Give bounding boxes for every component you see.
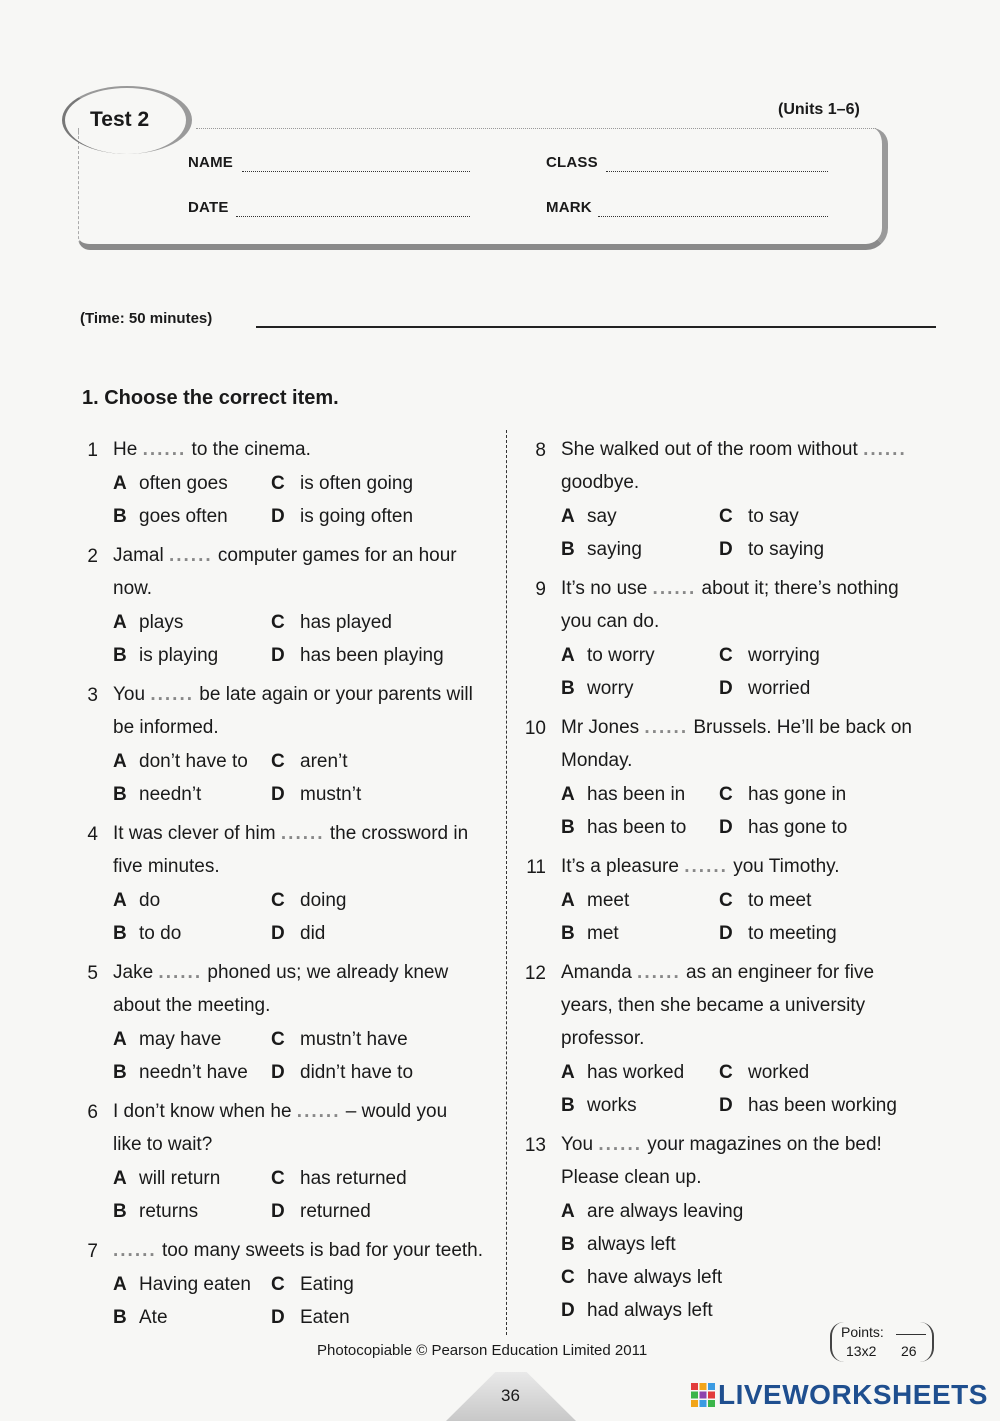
question-stem-continued: goodbye. <box>561 472 640 493</box>
option-d[interactable]: worried <box>748 678 811 699</box>
stem-text: – would you <box>340 1101 448 1122</box>
question-stem-continued: years, then she became a university <box>561 995 866 1016</box>
time-rule <box>256 326 936 328</box>
option-b[interactable]: is playing <box>139 645 219 666</box>
question-stem <box>113 433 311 466</box>
answer-gap[interactable]: ...... <box>598 1134 643 1155</box>
stem-text: He <box>113 439 143 460</box>
stem-text: Mr Jones <box>561 717 645 738</box>
stem-text: as an engineer for five <box>680 962 875 983</box>
option-letter-b[interactable]: B <box>113 784 127 805</box>
option-d[interactable]: had always left <box>587 1300 713 1321</box>
option-d[interactable]: mustn’t <box>300 784 362 805</box>
option-letter-d[interactable]: D <box>271 923 285 944</box>
question-number: 5 <box>87 963 98 984</box>
answer-gap[interactable]: ...... <box>637 962 681 983</box>
student-info-box <box>78 128 888 250</box>
option-letter-c[interactable]: C <box>271 612 285 633</box>
option-c[interactable]: mustn’t have <box>300 1029 408 1050</box>
option-d[interactable]: has gone to <box>748 817 848 838</box>
option-letter-b[interactable]: B <box>113 506 127 527</box>
points-formula: 13x2 <box>846 1343 877 1359</box>
option-a[interactable]: do <box>139 890 161 911</box>
option-c[interactable]: is often going <box>300 473 414 494</box>
question-number: 8 <box>535 440 546 461</box>
option-b[interactable]: worry <box>587 678 634 699</box>
stem-text: to the cinema. <box>186 439 311 460</box>
time-label: (Time: 50 minutes) <box>80 310 213 327</box>
question-stem <box>561 711 912 744</box>
class-label: CLASS <box>546 154 598 171</box>
option-b[interactable]: has been to <box>587 817 687 838</box>
question-stem <box>561 433 907 466</box>
question-stem <box>561 572 899 605</box>
option-letter-a[interactable]: A <box>113 1029 127 1050</box>
class-field[interactable] <box>606 157 828 172</box>
question-stem <box>113 1234 483 1267</box>
option-letter-d[interactable]: D <box>271 1201 285 1222</box>
option-letter-a[interactable]: A <box>113 751 127 772</box>
question-stem <box>113 539 457 572</box>
option-letter-c[interactable]: C <box>719 784 733 805</box>
option-a[interactable]: to worry <box>587 645 655 666</box>
option-c[interactable]: to say <box>748 506 799 527</box>
option-a[interactable]: has worked <box>587 1062 685 1083</box>
option-letter-a[interactable]: A <box>113 890 127 911</box>
question-number: 12 <box>524 963 546 984</box>
option-c[interactable]: has gone in <box>748 784 847 805</box>
answer-gap[interactable]: ...... <box>168 545 213 566</box>
question-stem <box>561 956 874 989</box>
stem-text: It’s a pleasure <box>561 856 685 877</box>
answer-gap[interactable]: ...... <box>652 578 697 599</box>
option-letter-b[interactable]: B <box>113 923 127 944</box>
option-d[interactable]: Eaten <box>300 1307 350 1328</box>
answer-gap[interactable]: ...... <box>113 1240 157 1261</box>
question-stem-continued: now. <box>113 578 153 599</box>
stem-text: She walked out of the room without <box>561 439 864 460</box>
stem-text: You <box>113 684 151 705</box>
answer-gap[interactable]: ...... <box>296 1101 341 1122</box>
answer-gap[interactable]: ...... <box>158 962 203 983</box>
option-letter-d[interactable]: D <box>719 1095 733 1116</box>
stem-text: too many sweets is bad for your teeth. <box>156 1240 484 1261</box>
option-b[interactable]: always left <box>587 1234 676 1255</box>
option-letter-c[interactable]: C <box>561 1267 575 1288</box>
option-letter-a[interactable]: A <box>561 784 575 805</box>
units-label: (Units 1–6) <box>778 101 860 118</box>
option-letter-c[interactable]: C <box>719 645 733 666</box>
question-number: 3 <box>87 685 98 706</box>
option-c[interactable]: doing <box>300 890 347 911</box>
option-b[interactable]: to do <box>139 923 182 944</box>
mark-field[interactable] <box>598 202 828 217</box>
liveworksheets-brand: LIVEWORKSHEETS <box>718 1379 988 1410</box>
option-a[interactable]: plays <box>139 612 184 633</box>
question-stem-continued: Monday. <box>561 750 633 771</box>
option-letter-d[interactable]: D <box>271 645 285 666</box>
option-d[interactable]: to saying <box>748 539 825 560</box>
question-stem-continued: you can do. <box>561 611 660 632</box>
option-letter-d[interactable]: D <box>271 1307 285 1328</box>
stem-text: It’s no use <box>561 578 653 599</box>
option-b[interactable]: met <box>587 923 619 944</box>
stem-text: I don’t know when he <box>113 1101 297 1122</box>
option-letter-b[interactable]: B <box>113 1201 127 1222</box>
option-b[interactable]: needn’t <box>139 784 202 805</box>
option-letter-d[interactable]: D <box>271 1062 285 1083</box>
option-letter-a[interactable]: A <box>113 1274 127 1295</box>
stem-text: It was clever of him <box>113 823 281 844</box>
option-a[interactable]: say <box>587 506 617 527</box>
option-c[interactable]: worked <box>748 1062 810 1083</box>
option-letter-d[interactable]: D <box>561 1300 575 1321</box>
option-letter-d[interactable]: D <box>719 539 733 560</box>
header-divider <box>196 128 876 129</box>
column-divider <box>506 430 507 1335</box>
option-letter-a[interactable]: A <box>113 473 127 494</box>
option-d[interactable]: has been working <box>748 1095 897 1116</box>
option-d[interactable]: didn’t have to <box>300 1062 414 1083</box>
option-letter-b[interactable]: B <box>561 817 575 838</box>
question-stem <box>113 678 473 711</box>
question-stem <box>561 1128 882 1161</box>
option-letter-a[interactable]: A <box>561 890 575 911</box>
option-a[interactable]: often goes <box>139 473 228 494</box>
option-letter-b[interactable]: B <box>113 645 127 666</box>
option-b[interactable]: returns <box>139 1201 199 1222</box>
option-letter-c[interactable]: C <box>719 506 733 527</box>
option-d[interactable]: has been playing <box>300 645 444 666</box>
option-d[interactable]: returned <box>300 1201 371 1222</box>
option-letter-c[interactable]: C <box>271 1168 285 1189</box>
option-a[interactable]: Having eaten <box>139 1274 251 1295</box>
option-letter-b[interactable]: B <box>561 539 575 560</box>
stem-text: Amanda <box>561 962 638 983</box>
stem-text: you Timothy. <box>727 856 840 877</box>
test-title: Test 2 <box>90 108 150 131</box>
answer-gap[interactable]: ...... <box>142 439 187 460</box>
option-letter-a[interactable]: A <box>561 506 575 527</box>
option-c[interactable]: have always left <box>587 1267 723 1288</box>
option-letter-c[interactable]: C <box>271 1274 285 1295</box>
option-a[interactable]: are always leaving <box>587 1201 744 1222</box>
date-field[interactable] <box>236 202 470 217</box>
liveworksheets-logo-icon <box>690 1382 716 1408</box>
option-letter-d[interactable]: D <box>719 678 733 699</box>
option-letter-d[interactable]: D <box>719 817 733 838</box>
points-total: 26 <box>901 1343 917 1359</box>
question-stem <box>113 1095 447 1128</box>
option-letter-b[interactable]: B <box>561 1095 575 1116</box>
stem-text: about it; there’s nothing <box>696 578 899 599</box>
option-b[interactable]: goes often <box>139 506 228 527</box>
answer-gap[interactable]: ...... <box>644 717 689 738</box>
option-letter-c[interactable]: C <box>271 890 285 911</box>
option-letter-a[interactable]: A <box>561 1201 575 1222</box>
option-letter-b[interactable]: B <box>561 923 575 944</box>
option-letter-a[interactable]: A <box>561 645 575 666</box>
option-b[interactable]: needn’t have <box>139 1062 248 1083</box>
name-label: NAME <box>188 154 233 171</box>
option-b[interactable]: works <box>587 1095 637 1116</box>
option-c[interactable]: has played <box>300 612 392 633</box>
exercise-title: 1. Choose the correct item. <box>82 387 339 409</box>
stem-text: phoned us; we already knew <box>202 962 449 983</box>
stem-text: Jamal <box>113 545 169 566</box>
question-number: 13 <box>524 1135 546 1156</box>
option-a[interactable]: has been in <box>587 784 686 805</box>
stem-text: your magazines on the bed! <box>642 1134 882 1155</box>
stem-text: Jake <box>113 962 159 983</box>
option-d[interactable]: did <box>300 923 326 944</box>
name-field[interactable] <box>242 157 470 172</box>
stem-text: Brussels. He’ll be back on <box>688 717 912 738</box>
question-stem-continued: Please clean up. <box>561 1167 702 1188</box>
question-stem-continued: five minutes. <box>113 856 220 877</box>
option-c[interactable]: worrying <box>748 645 820 666</box>
stem-text: You <box>561 1134 599 1155</box>
option-letter-a[interactable]: A <box>113 1168 127 1189</box>
option-letter-a[interactable]: A <box>561 1062 575 1083</box>
points-score-field[interactable] <box>896 1334 926 1335</box>
option-letter-d[interactable]: D <box>271 784 285 805</box>
answer-gap[interactable]: ...... <box>863 439 907 460</box>
option-a[interactable]: meet <box>587 890 630 911</box>
question-number: 6 <box>87 1102 98 1123</box>
option-letter-b[interactable]: B <box>561 678 575 699</box>
answer-gap[interactable]: ...... <box>150 684 195 705</box>
question-number: 11 <box>526 857 546 878</box>
stem-text: be late again or your parents will <box>194 684 473 705</box>
option-letter-c[interactable]: C <box>271 473 285 494</box>
option-c[interactable]: aren’t <box>300 751 348 772</box>
copyright-notice: Photocopiable © Pearson Education Limited 2011 <box>317 1342 648 1359</box>
question-stem-continued: about the meeting. <box>113 995 271 1016</box>
mark-label: MARK <box>546 199 592 216</box>
question-number: 9 <box>535 579 546 600</box>
option-b[interactable]: Ate <box>139 1307 168 1328</box>
question-stem-continued: like to wait? <box>113 1134 213 1155</box>
question-number: 2 <box>87 546 98 567</box>
question-stem <box>113 956 448 989</box>
question-number: 10 <box>524 718 546 739</box>
option-letter-c[interactable]: C <box>719 1062 733 1083</box>
option-letter-c[interactable]: C <box>719 890 733 911</box>
stem-text: the crossword in <box>324 823 469 844</box>
option-b[interactable]: saying <box>587 539 642 560</box>
date-label: DATE <box>188 199 229 216</box>
question-stem-continued: be informed. <box>113 717 219 738</box>
question-number: 4 <box>87 824 98 845</box>
option-c[interactable]: has returned <box>300 1168 407 1189</box>
question-stem-continued: professor. <box>561 1028 645 1049</box>
option-letter-b[interactable]: B <box>113 1307 127 1328</box>
option-d[interactable]: to meeting <box>748 923 837 944</box>
stem-text: computer games for an hour <box>212 545 457 566</box>
question-number: 7 <box>87 1241 98 1262</box>
question-number: 1 <box>87 440 98 461</box>
option-d[interactable]: is going often <box>300 506 414 527</box>
option-letter-c[interactable]: C <box>271 751 285 772</box>
question-stem <box>561 850 840 883</box>
option-letter-d[interactable]: D <box>719 923 733 944</box>
points-label: Points: <box>841 1324 884 1340</box>
option-letter-b[interactable]: B <box>113 1062 127 1083</box>
option-a[interactable]: will return <box>139 1168 221 1189</box>
page-number: 36 <box>501 1386 520 1405</box>
option-letter-d[interactable]: D <box>271 506 285 527</box>
option-a[interactable]: don’t have to <box>139 751 248 772</box>
answer-gap[interactable]: ...... <box>684 856 728 877</box>
option-letter-a[interactable]: A <box>113 612 127 633</box>
option-c[interactable]: to meet <box>748 890 812 911</box>
option-letter-b[interactable]: B <box>561 1234 575 1255</box>
question-stem <box>113 817 468 850</box>
option-c[interactable]: Eating <box>300 1274 354 1295</box>
answer-gap[interactable]: ...... <box>280 823 325 844</box>
option-letter-c[interactable]: C <box>271 1029 285 1050</box>
option-a[interactable]: may have <box>139 1029 222 1050</box>
